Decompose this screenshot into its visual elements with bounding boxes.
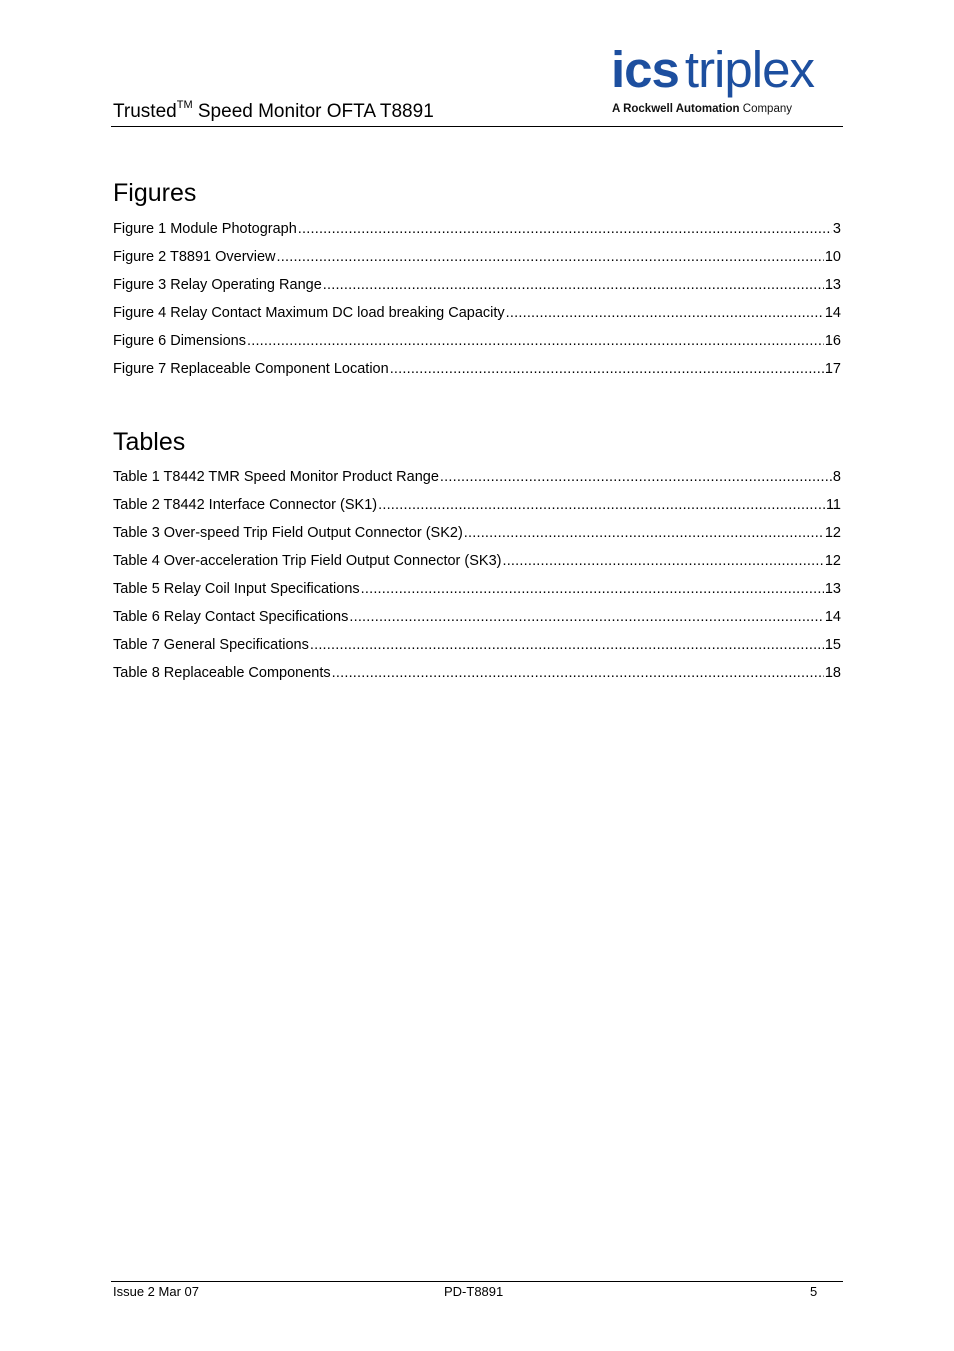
table-entry[interactable] <box>113 580 841 608</box>
figure-entry[interactable] <box>113 304 841 332</box>
ics-triplex-logo <box>611 41 843 118</box>
dot-leader <box>310 636 824 654</box>
table-entry-label: Table 8 Replaceable Components <box>113 665 331 681</box>
table-entry-page: 14 <box>824 609 841 625</box>
table-entry-page: 13 <box>824 581 841 597</box>
dot-leader <box>464 524 824 542</box>
figure-entry-page: 17 <box>824 361 841 377</box>
figure-entry-label: Figure 7 Replaceable Component Location <box>113 361 389 377</box>
footer-issue: Issue 2 Mar 07 <box>113 1284 199 1299</box>
table-entry-label: Table 4 Over-acceleration Trip Field Output Connector (SK3) <box>113 553 502 569</box>
logo-triplex: triplex <box>684 41 814 98</box>
logo-wordmark <box>611 41 814 98</box>
dot-leader <box>323 276 824 294</box>
table-entry[interactable] <box>113 608 841 636</box>
figure-entry-page: 13 <box>824 277 841 293</box>
tables-heading: Tables <box>113 428 186 456</box>
table-entry[interactable] <box>113 664 841 692</box>
dot-leader <box>440 468 832 486</box>
figure-entry[interactable] <box>113 220 841 248</box>
figures-list <box>113 220 841 388</box>
figure-entry-page: 3 <box>832 221 841 237</box>
dot-leader <box>247 332 824 350</box>
table-entry-label: Table 6 Relay Contact Specifications <box>113 609 349 625</box>
dot-leader <box>349 608 824 626</box>
title-suffix: Speed Monitor OFTA T8891 <box>192 101 434 122</box>
dot-leader <box>361 580 824 598</box>
footer-rule <box>111 1281 843 1282</box>
table-entry-label: Table 1 T8442 TMR Speed Monitor Product Range <box>113 469 439 485</box>
dot-leader <box>332 664 824 682</box>
figure-entry-label: Figure 2 T8891 Overview <box>113 249 276 265</box>
header-rule <box>111 126 843 127</box>
figure-entry-page: 14 <box>824 305 841 321</box>
table-entry-page: 15 <box>824 637 841 653</box>
dot-leader <box>277 248 824 266</box>
table-entry-page: 12 <box>824 525 841 541</box>
dot-leader <box>390 360 824 378</box>
table-entry-label: Table 7 General Specifications <box>113 637 309 653</box>
trademark-superscript: TM <box>176 99 193 111</box>
table-entry[interactable] <box>113 552 841 580</box>
logo-tagline <box>612 102 792 116</box>
figure-entry[interactable] <box>113 332 841 360</box>
figure-entry-page: 10 <box>824 249 841 265</box>
figures-heading: Figures <box>113 179 197 207</box>
footer-page-number: 5 <box>810 1284 818 1299</box>
logo-tagline-regular: Company <box>739 103 792 115</box>
figure-entry-label: Figure 3 Relay Operating Range <box>113 277 322 293</box>
figure-entry-page: 16 <box>824 333 841 349</box>
table-entry[interactable] <box>113 496 841 524</box>
logo-ics: ics <box>611 41 679 98</box>
table-entry-page: 8 <box>832 469 841 485</box>
title-prefix: Trusted <box>113 101 177 122</box>
figure-entry[interactable] <box>113 360 841 388</box>
table-entry[interactable] <box>113 524 841 552</box>
dot-leader <box>298 220 832 238</box>
table-entry-label: Table 5 Relay Coil Input Specifications <box>113 581 360 597</box>
table-entry-label: Table 3 Over-speed Trip Field Output Connector (SK2) <box>113 525 463 541</box>
dot-leader <box>502 552 823 570</box>
tables-list <box>113 468 841 692</box>
figure-entry[interactable] <box>113 276 841 304</box>
footer-doc-id: PD-T8891 <box>444 1284 504 1299</box>
table-entry-page: 11 <box>825 497 841 513</box>
logo-tagline-bold: A Rockwell Automation <box>612 103 740 115</box>
table-entry-page: 18 <box>824 665 841 681</box>
figure-entry-label: Figure 6 Dimensions <box>113 333 246 349</box>
table-entry[interactable] <box>113 468 841 496</box>
dot-leader <box>506 304 824 322</box>
figure-entry[interactable] <box>113 248 841 276</box>
table-entry-page: 12 <box>824 553 841 569</box>
figure-entry-label: Figure 1 Module Photograph <box>113 221 297 237</box>
dot-leader <box>378 496 825 514</box>
table-entry-label: Table 2 T8442 Interface Connector (SK1) <box>113 497 378 513</box>
table-entry[interactable] <box>113 636 841 664</box>
figure-entry-label: Figure 4 Relay Contact Maximum DC load breaking Capacity <box>113 305 505 321</box>
document-title <box>113 100 434 124</box>
